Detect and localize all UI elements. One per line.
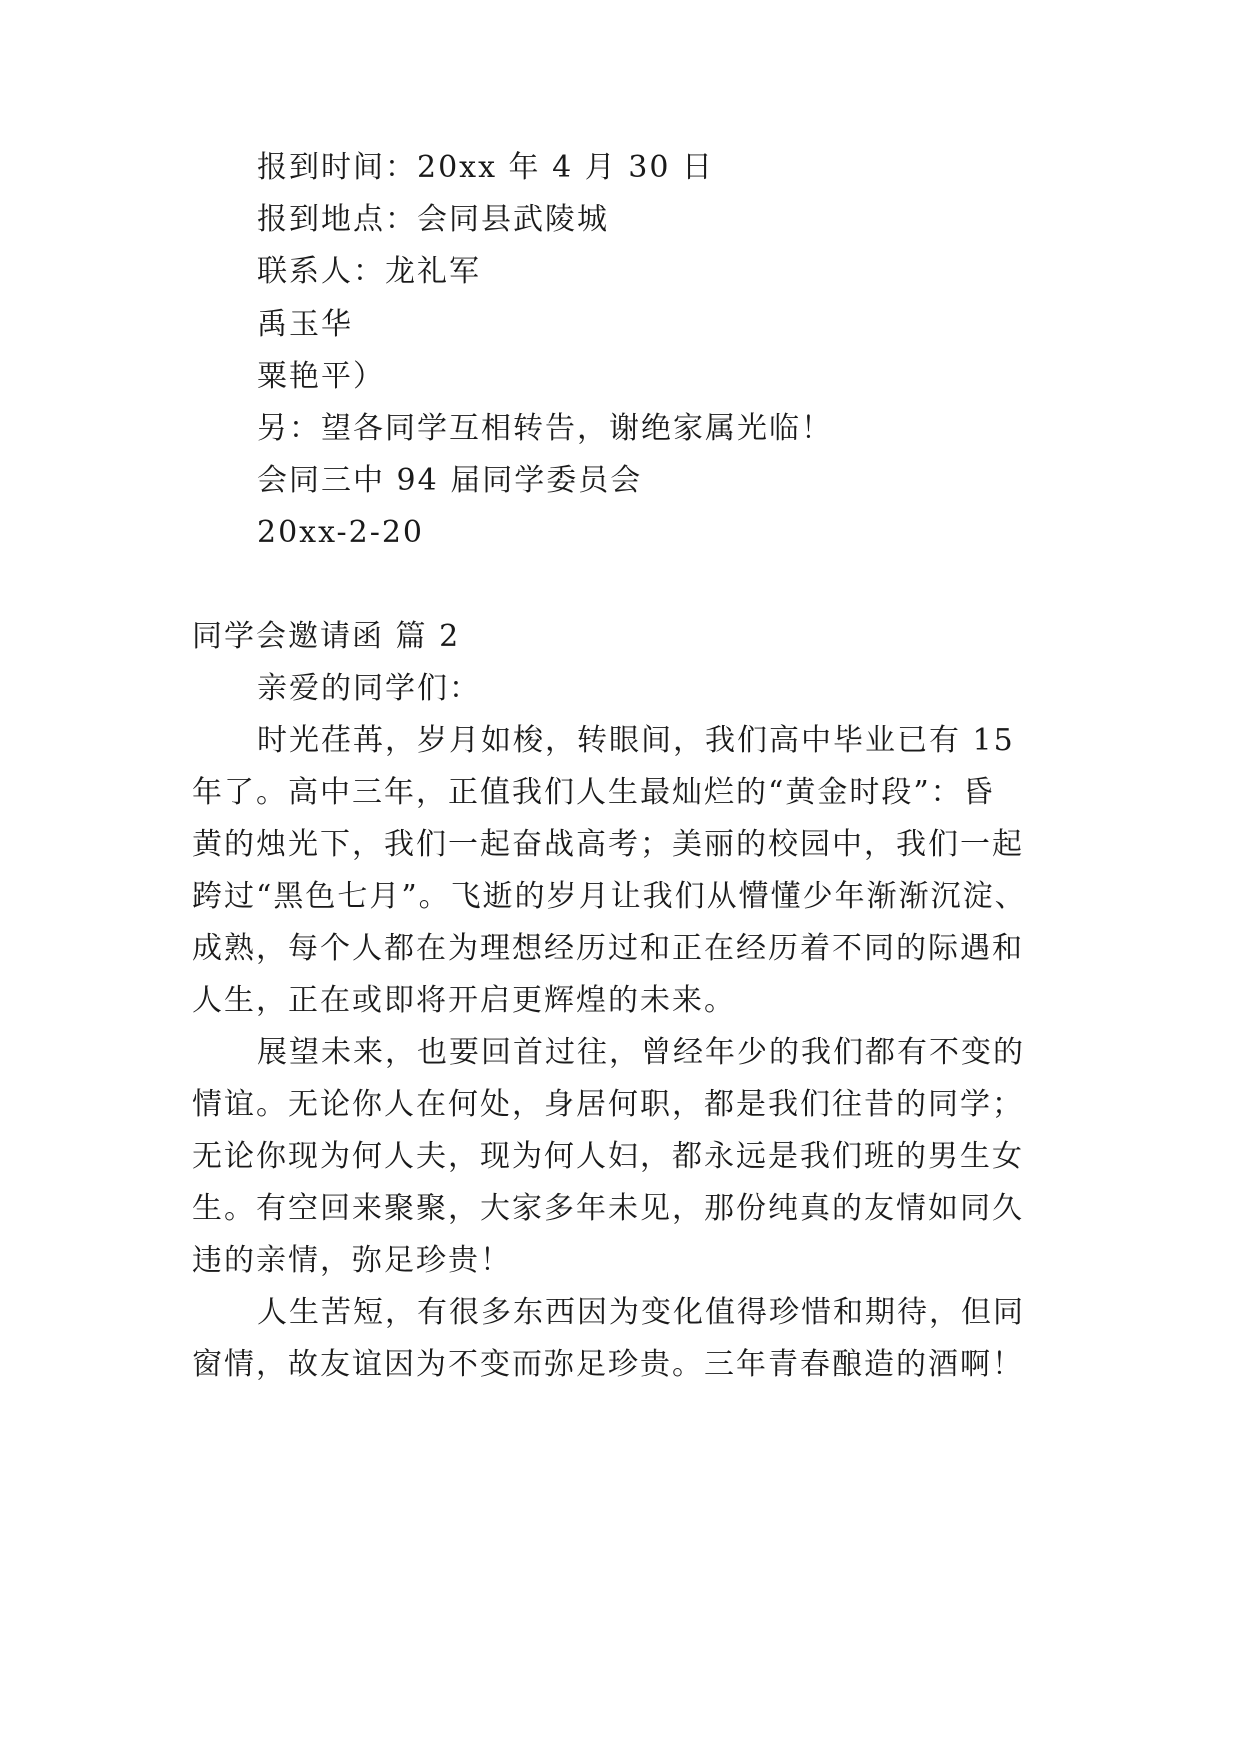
contact-line-2: 禹玉华 <box>257 307 353 342</box>
paragraph-3-line-2: 窗情，故友谊因为不变而弥足珍贵。三年青春酿造的酒啊！ <box>192 1347 1024 1382</box>
contact-line-3: 粟艳平） <box>257 359 385 394</box>
note-line: 另：望各同学互相转告，谢绝家属光临！ <box>257 411 833 446</box>
paragraph-1-line-1: 时光荏苒，岁月如梭，转眼间，我们高中毕业已有 15 <box>257 723 1015 758</box>
paragraph-2-line-5: 违的亲情，弥足珍贵！ <box>192 1243 512 1278</box>
paragraph-2-line-3: 无论你现为何人夫，现为何人妇，都永远是我们班的男生女 <box>192 1139 1024 1174</box>
paragraph-1-line-6: 人生，正在或即将开启更辉煌的未来。 <box>192 983 736 1018</box>
paragraph-2-line-4: 生。有空回来聚聚，大家多年未见，那份纯真的友情如同久 <box>192 1191 1024 1226</box>
paragraph-1-line-5: 成熟，每个人都在为理想经历过和正在经历着不同的际遇和 <box>192 931 1024 966</box>
section-title: 同学会邀请函 篇 2 <box>192 619 461 654</box>
report-time-line: 报到时间：20xx 年 4 月 30 日 <box>257 150 714 185</box>
report-place-line: 报到地点：会同县武陵城 <box>257 202 609 237</box>
signature-line: 会同三中 94 届同学委员会 <box>257 463 643 498</box>
paragraph-1-line-3: 黄的烛光下，我们一起奋战高考；美丽的校园中，我们一起 <box>192 827 1024 862</box>
paragraph-1-line-4: 跨过“黑色七月”。飞逝的岁月让我们从懵懂少年渐渐沉淀、 <box>192 879 1027 914</box>
paragraph-1-line-2: 年了。高中三年，正值我们人生最灿烂的“黄金时段”：昏 <box>192 775 995 810</box>
date-line: 20xx-2-20 <box>257 515 425 550</box>
contact-line: 联系人：龙礼军 <box>257 254 481 289</box>
greeting-line: 亲爱的同学们： <box>257 671 481 706</box>
paragraph-2-line-2: 情谊。无论你人在何处，身居何职，都是我们往昔的同学； <box>192 1087 1024 1122</box>
paragraph-2-line-1: 展望未来，也要回首过往，曾经年少的我们都有不变的 <box>257 1035 1025 1070</box>
paragraph-3-line-1: 人生苦短，有很多东西因为变化值得珍惜和期待，但同 <box>257 1295 1025 1330</box>
